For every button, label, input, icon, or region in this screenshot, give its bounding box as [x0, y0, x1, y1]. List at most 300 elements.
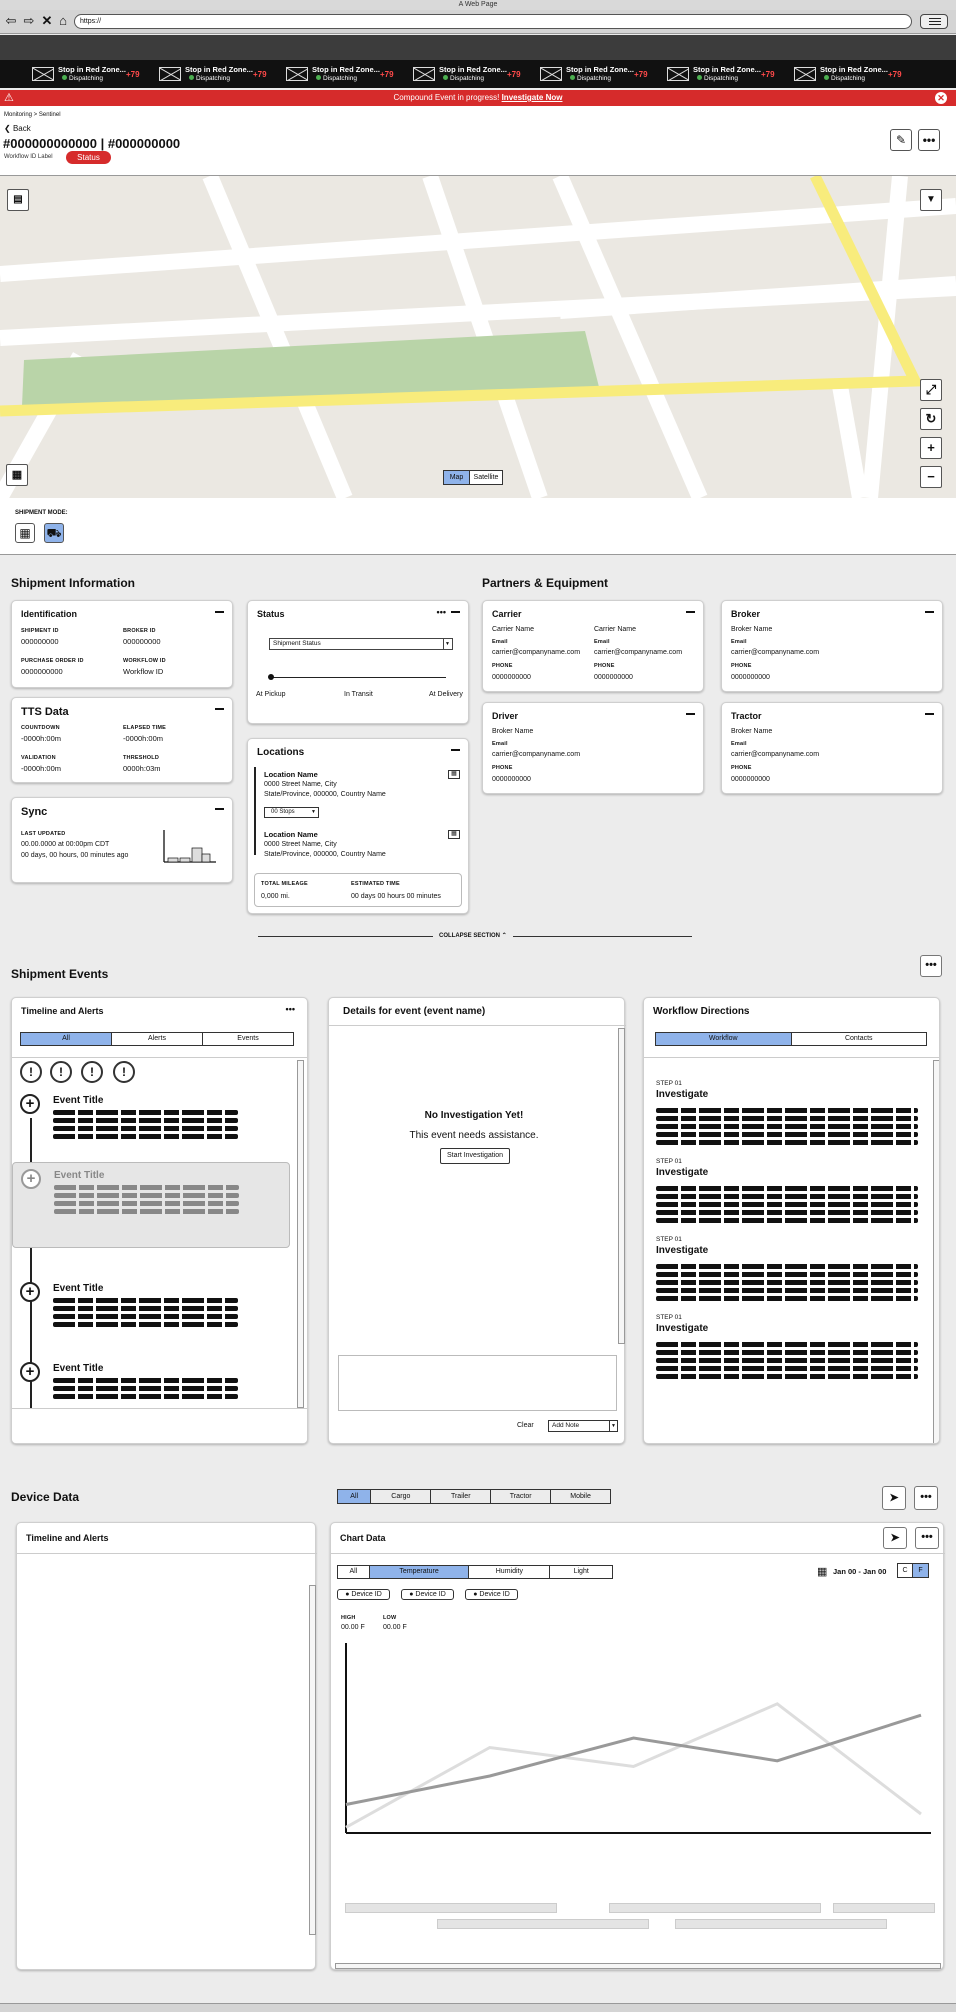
page-header: [0, 106, 956, 176]
field-value: 0000000000: [21, 667, 63, 676]
location-name: Location Name: [264, 830, 318, 839]
field-value: Workflow ID: [123, 667, 164, 676]
status-dot-icon: [443, 75, 448, 80]
series-line: [346, 1704, 921, 1828]
map-road: [210, 176, 345, 498]
step-title: Investigate: [656, 1245, 709, 1256]
ticker-status: [443, 75, 484, 82]
email-value[interactable]: carrier@companyname.com: [731, 751, 820, 758]
tab-alerts[interactable]: Alerts: [112, 1033, 203, 1045]
chevron-down-icon: ▼: [311, 809, 316, 815]
timeline-item[interactable]: [20, 1094, 290, 1160]
email-value[interactable]: carrier@companyname.com: [492, 751, 581, 758]
locations-card: [247, 738, 469, 914]
zoom-in-button[interactable]: [920, 437, 942, 459]
ticker-item[interactable]: [792, 64, 918, 84]
plus-icon: +: [927, 440, 935, 455]
ticker-count: +79: [380, 70, 394, 79]
tractor-card: [721, 702, 943, 794]
plus-icon[interactable]: +: [21, 1169, 41, 1189]
location-address: State/Province, 000000, Country Name: [264, 791, 386, 798]
ticker-count: +79: [507, 70, 521, 79]
field-label: THRESHOLD: [123, 755, 160, 761]
broker-name: Broker Name: [731, 626, 773, 633]
ticker-title: Stop in Red Zone...: [58, 65, 126, 74]
ticker-status: [697, 75, 738, 82]
timeline-item[interactable]: [20, 1282, 290, 1348]
alert-icon[interactable]: !: [81, 1061, 103, 1083]
device-chip[interactable]: ● Device ID: [465, 1589, 518, 1600]
field-value: -0000h:00m: [21, 734, 62, 743]
workflow-step: [656, 1158, 918, 1226]
card-title: TTS Data: [21, 706, 69, 718]
step-description: [656, 1342, 918, 1379]
map-layers-button[interactable]: [6, 464, 28, 486]
card-title: Chart Data: [340, 1533, 386, 1543]
ticker-item[interactable]: [411, 64, 537, 84]
chevron-left-icon: ❮: [4, 124, 11, 133]
field-value: -0000h:00m: [123, 734, 164, 743]
phone-label: PHONE: [731, 663, 752, 669]
minimize-icon[interactable]: [215, 611, 224, 613]
device-data-title: Device Data: [11, 1490, 80, 1504]
workflow-id-label: Workflow ID Label: [4, 154, 53, 160]
card-title: Status: [257, 609, 285, 619]
phone-value: 0000000000: [492, 674, 531, 681]
temperature-chart: [331, 1633, 945, 1863]
device-timeline-card: [16, 1522, 316, 1970]
step-title: Investigate: [656, 1323, 709, 1334]
browser-menu-icon[interactable]: [920, 14, 948, 29]
pencil-icon: ✎: [895, 133, 907, 147]
route-summary: [254, 873, 462, 907]
more-icon: •••: [925, 959, 937, 971]
status-dot-icon: [189, 75, 194, 80]
ticker-count: +79: [126, 70, 140, 79]
contact-card-icon[interactable]: ▦: [448, 830, 460, 839]
calendar-icon[interactable]: ▦: [817, 1566, 828, 1578]
refresh-icon: ↻: [925, 411, 937, 426]
forward-arrow-icon[interactable]: ⇨: [23, 13, 35, 28]
status-card: [247, 600, 469, 724]
phone-label: PHONE: [492, 663, 513, 669]
zoom-out-button[interactable]: [920, 466, 942, 488]
date-range[interactable]: Jan 00 - Jan 00: [833, 1567, 887, 1576]
minus-icon: −: [927, 469, 935, 484]
event-title: Event Title: [54, 1170, 105, 1181]
browser-title: A Web Page: [458, 1, 498, 8]
chart-range-bar: [609, 1903, 821, 1913]
driver-card: [482, 702, 704, 794]
chart-metric-tabs: [337, 1565, 613, 1579]
map-road: [840, 386, 860, 498]
close-icon[interactable]: ✕: [935, 92, 947, 104]
device-chip[interactable]: ● Device ID: [337, 1589, 390, 1600]
status-dot-icon: [62, 75, 67, 80]
tab-tractor[interactable]: Tractor: [491, 1490, 551, 1503]
shipment-mode-bar: [0, 498, 956, 555]
device-more-button[interactable]: [914, 1486, 938, 1510]
ticker-status: [316, 75, 357, 82]
tab-workflow[interactable]: Workflow: [656, 1033, 792, 1045]
flag-icon: [794, 67, 816, 81]
chart-range-bar: [833, 1903, 935, 1913]
note-textarea[interactable]: [338, 1355, 617, 1411]
tab-map[interactable]: Map: [444, 471, 470, 484]
ticker-item[interactable]: [665, 64, 791, 84]
card-title: Workflow Directions: [653, 1006, 750, 1017]
chevron-down-icon: ▼: [609, 1421, 617, 1431]
timeline-card: [11, 997, 308, 1444]
chart-send-button[interactable]: [883, 1527, 907, 1549]
card-title: Broker: [731, 609, 761, 619]
event-title: Event Title: [53, 1283, 104, 1294]
status-dot-icon: [316, 75, 321, 80]
minimize-icon[interactable]: [451, 749, 460, 751]
workflow-card: [643, 997, 940, 1444]
step-label: In Transit: [344, 691, 373, 698]
more-icon[interactable]: •••: [436, 607, 446, 617]
refresh-button[interactable]: [920, 408, 942, 430]
tab-temperature[interactable]: Temperature: [370, 1566, 470, 1578]
shipment-info-title: Shipment Information: [11, 576, 135, 590]
chevron-down-icon: ▼: [443, 639, 451, 649]
compound-event-alert: [0, 90, 956, 106]
workflow-step: [656, 1314, 918, 1382]
carrier-card: [482, 600, 704, 692]
email-label: Email: [731, 639, 747, 645]
location-address: 0000 Street Name, City: [264, 781, 337, 788]
event-description: [53, 1110, 238, 1142]
timeline-filter-tabs: [20, 1032, 294, 1046]
expand-icon: ⤢: [925, 382, 937, 397]
stop-icon[interactable]: ✕: [41, 13, 53, 28]
shipment-mode-label: SHIPMENT MODE:: [15, 510, 68, 516]
device-timeline-scrollbar[interactable]: [309, 1585, 316, 1935]
ticker-item[interactable]: [30, 64, 156, 84]
flag-icon: [286, 67, 308, 81]
alert-icon[interactable]: !: [113, 1061, 135, 1083]
ticker-title: Stop in Red Zone...: [566, 65, 634, 74]
tab-trailer[interactable]: Trailer: [431, 1490, 491, 1503]
chart-range-bar: [675, 1919, 887, 1929]
minimize-icon[interactable]: [215, 708, 224, 710]
event-title: Event Title: [53, 1363, 104, 1374]
plus-icon[interactable]: +: [20, 1362, 40, 1382]
tab-all[interactable]: All: [338, 1566, 370, 1578]
field-value: 000000000: [21, 637, 59, 646]
field-label: WORKFLOW ID: [123, 658, 166, 664]
email-label: Email: [492, 639, 508, 645]
details-scrollbar[interactable]: [618, 1028, 625, 1344]
event-title: Event Title: [53, 1095, 104, 1106]
minimize-icon[interactable]: [686, 611, 695, 613]
email-value[interactable]: carrier@companyname.com: [492, 649, 581, 656]
chevron-up-icon: ⌃: [501, 933, 507, 939]
series-line: [346, 1715, 921, 1804]
chart-horizontal-scrollbar[interactable]: [335, 1963, 941, 1969]
route-line: [254, 767, 256, 855]
last-updated-label: LAST UPDATED: [21, 831, 66, 837]
workflow-scrollbar[interactable]: [933, 1060, 940, 1444]
grid-mode-button[interactable]: [15, 523, 35, 543]
minimize-icon[interactable]: [925, 611, 934, 613]
tab-contacts[interactable]: Contacts: [844, 1035, 873, 1042]
alert-icon[interactable]: !: [20, 1061, 42, 1083]
card-title: Tractor: [731, 711, 762, 721]
card-title: Timeline and Alerts: [26, 1533, 109, 1543]
field-value: 000000000: [123, 637, 161, 646]
identification-card: [11, 600, 233, 688]
email-value[interactable]: carrier@companyname.com: [594, 649, 683, 656]
event-details-card: [328, 997, 625, 1444]
plus-icon[interactable]: +: [20, 1282, 40, 1302]
email-value[interactable]: carrier@companyname.com: [731, 649, 820, 656]
top-dark-bar: [0, 35, 956, 60]
step-number: STEP 01: [656, 1314, 682, 1321]
event-description: [53, 1378, 238, 1402]
ticker-count: +79: [761, 70, 775, 79]
ticker-title: Stop in Red Zone...: [693, 65, 761, 74]
step-description: [656, 1108, 918, 1145]
ticker-count: +79: [634, 70, 648, 79]
location-address: State/Province, 000000, Country Name: [264, 851, 386, 858]
warning-icon: ⚠: [4, 92, 14, 104]
step-description: [656, 1264, 918, 1301]
flag-icon: [540, 67, 562, 81]
card-title: Carrier: [492, 609, 522, 619]
email-label: Email: [492, 741, 508, 747]
clear-button[interactable]: Clear: [517, 1422, 534, 1429]
ticker-status-label: Dispatching: [577, 75, 611, 82]
breadcrumb[interactable]: Monitoring > Sentinel: [4, 112, 61, 118]
last-updated-ago: 00 days, 00 hours, 00 minutes ago: [21, 852, 129, 859]
plus-icon[interactable]: +: [20, 1094, 40, 1114]
unit-fahrenheit[interactable]: F: [913, 1564, 928, 1577]
select-value: Shipment Status: [273, 640, 321, 647]
browser-title-bar: [0, 0, 956, 10]
more-icon: •••: [920, 1491, 932, 1503]
more-icon[interactable]: •••: [285, 1004, 295, 1014]
ticker-item[interactable]: [538, 64, 664, 84]
card-title: Driver: [492, 711, 519, 721]
timeline-scrollbar[interactable]: [297, 1060, 304, 1408]
tab-mobile[interactable]: Mobile: [570, 1493, 591, 1500]
high-value: 00.00 F: [341, 1624, 365, 1631]
field-value: -0000h:00m: [21, 764, 62, 773]
minimize-icon[interactable]: [686, 713, 695, 715]
broker-card: [721, 600, 943, 692]
step-label: At Delivery: [429, 691, 463, 698]
low-label: LOW: [383, 1615, 397, 1621]
tab-light[interactable]: Light: [573, 1568, 589, 1575]
map-view[interactable]: [0, 176, 956, 498]
ticker-status-label: Dispatching: [831, 75, 865, 82]
sync-card: [11, 797, 233, 883]
status-dot-icon: [697, 75, 702, 80]
step-label: At Pickup: [256, 691, 286, 698]
minimize-icon[interactable]: [925, 713, 934, 715]
tractor-name: Broker Name: [731, 728, 773, 735]
ticker-status: [62, 75, 103, 82]
back-link[interactable]: [4, 124, 31, 133]
truck-mode-button[interactable]: [44, 523, 64, 543]
tab-humidity[interactable]: Humidity: [469, 1566, 550, 1578]
workflow-step: [656, 1236, 918, 1304]
stops-select[interactable]: [264, 807, 319, 818]
device-chip[interactable]: ● Device ID: [401, 1589, 454, 1600]
flag-icon: [667, 67, 689, 81]
ticker-status-label: Dispatching: [69, 75, 103, 82]
field-label: ELAPSED TIME: [123, 725, 167, 731]
more-button[interactable]: [918, 129, 940, 151]
tts-data-card: [11, 697, 233, 783]
step-number: STEP 01: [656, 1236, 682, 1243]
tab-events[interactable]: Events: [237, 1035, 259, 1042]
card-title: Locations: [257, 747, 305, 758]
send-icon: ➤: [890, 1532, 900, 1544]
browser-status-bar: [0, 2003, 956, 2012]
phone-value: 0000000000: [731, 776, 770, 783]
send-button[interactable]: [882, 1486, 906, 1510]
phone-label: PHONE: [594, 663, 615, 669]
ticker-item[interactable]: [157, 64, 283, 84]
back-label: Back: [12, 124, 31, 133]
tab-satellite[interactable]: Satellite: [473, 474, 499, 481]
chart-more-button[interactable]: [915, 1527, 939, 1549]
event-description: [53, 1298, 238, 1330]
start-investigation-button[interactable]: Start Investigation: [440, 1148, 510, 1164]
step-description: [656, 1186, 918, 1223]
phone-label: PHONE: [731, 765, 752, 771]
divider: [329, 1025, 626, 1026]
url-bar[interactable]: [74, 14, 912, 29]
back-arrow-icon[interactable]: ⇦: [5, 13, 17, 28]
grid-icon: ▦: [19, 526, 31, 540]
bar-chart-icon: ▤: [13, 194, 23, 205]
flag-icon: [159, 67, 181, 81]
ticker-count: +79: [888, 70, 902, 79]
ticker-status-label: Dispatching: [704, 75, 738, 82]
no-investigation-heading: No Investigation Yet!: [424, 1110, 524, 1121]
ticker-status: [189, 75, 230, 82]
chart-data-card: [330, 1522, 944, 1970]
low-value: 00.00 F: [383, 1624, 407, 1631]
chart-view-button[interactable]: [7, 189, 29, 211]
location-name: Location Name: [264, 770, 318, 779]
status-dot-icon: [824, 75, 829, 80]
home-icon[interactable]: ⌂: [59, 13, 67, 28]
minimize-icon[interactable]: [215, 808, 224, 810]
field-label: VALIDATION: [21, 755, 56, 761]
ticker-status-label: Dispatching: [450, 75, 484, 82]
shipment-events-title: Shipment Events: [11, 967, 109, 981]
alert-text: Compound Event in progress!: [393, 93, 500, 102]
browser-toolbar: [0, 10, 956, 34]
field-label: SHIPMENT ID: [21, 628, 59, 634]
map-road: [0, 206, 956, 274]
ticker-title: Stop in Red Zone...: [820, 65, 888, 74]
carrier-name: Carrier Name: [594, 626, 637, 633]
shipment-status-select[interactable]: [269, 638, 453, 650]
device-chip-label: Device ID: [351, 1591, 382, 1598]
field-value: 0000h:03m: [123, 764, 161, 773]
event-description: [54, 1185, 239, 1217]
unit-toggle: [897, 1563, 929, 1578]
fullscreen-button[interactable]: [920, 379, 942, 401]
sync-mini-chart: [150, 828, 216, 866]
card-title: Identification: [21, 609, 77, 619]
alert-ticker: [0, 60, 956, 88]
timeline-item-selected[interactable]: [12, 1162, 290, 1248]
card-title: Details for event (event name): [343, 1006, 486, 1017]
divider: [644, 1057, 940, 1058]
ticker-title: Stop in Red Zone...: [312, 65, 380, 74]
unit-celsius[interactable]: C: [898, 1564, 913, 1577]
card-title: Timeline and Alerts: [21, 1006, 104, 1016]
more-icon: •••: [922, 133, 936, 147]
investigate-now-link[interactable]: Investigate Now: [501, 93, 563, 102]
minimize-icon[interactable]: [451, 611, 460, 613]
ticker-status-label: Dispatching: [323, 75, 357, 82]
map-type-toggle: [443, 470, 503, 485]
collapse-label: COLLAPSE SECTION: [439, 933, 501, 939]
divider: [17, 1553, 317, 1554]
mileage-label: TOTAL MILEAGE: [261, 881, 308, 887]
step-number: STEP 01: [656, 1080, 682, 1087]
field-label: COUNTDOWN: [21, 725, 60, 731]
divider: [331, 1553, 945, 1554]
field-label: BROKER ID: [123, 628, 156, 634]
ticker-status: [824, 75, 865, 82]
events-more-button[interactable]: [920, 955, 942, 977]
filter-icon: ▼: [926, 194, 936, 205]
tab-cargo[interactable]: Cargo: [371, 1490, 431, 1503]
phone-value: 0000000000: [731, 674, 770, 681]
stops-value: 00 Stops: [271, 809, 295, 815]
more-icon: •••: [921, 1531, 933, 1543]
chart-range-bar: [345, 1903, 557, 1913]
page-title: #000000000000 | #000000000: [3, 136, 181, 151]
tab-all[interactable]: All: [338, 1490, 371, 1503]
collapse-section-toggle[interactable]: [433, 931, 513, 941]
alert-icon[interactable]: !: [50, 1061, 72, 1083]
filter-button[interactable]: [920, 189, 942, 211]
ticker-title: Stop in Red Zone...: [185, 65, 253, 74]
timeline-item[interactable]: [20, 1362, 290, 1412]
email-label: Email: [731, 741, 747, 747]
ticker-item[interactable]: [284, 64, 410, 84]
send-icon: ➤: [889, 1492, 899, 1504]
workflow-step: [656, 1080, 918, 1148]
tab-all[interactable]: All: [21, 1033, 112, 1045]
contact-card-icon[interactable]: ▦: [448, 770, 460, 779]
mileage-value: 0,000 mi.: [261, 893, 290, 900]
step-title: Investigate: [656, 1089, 709, 1100]
device-tabs: [337, 1489, 611, 1504]
divider: [12, 1057, 308, 1058]
step-number: STEP 01: [656, 1158, 682, 1165]
email-label: Email: [594, 639, 610, 645]
add-note-select[interactable]: [548, 1420, 618, 1432]
truck-icon: ⛟: [46, 526, 62, 540]
time-value: 00 days 00 hours 00 minutes: [351, 893, 441, 900]
step-title: Investigate: [656, 1167, 709, 1178]
edit-button[interactable]: [890, 129, 912, 151]
ticker-status-label: Dispatching: [196, 75, 230, 82]
progress-track: [270, 677, 446, 678]
phone-label: PHONE: [492, 765, 513, 771]
